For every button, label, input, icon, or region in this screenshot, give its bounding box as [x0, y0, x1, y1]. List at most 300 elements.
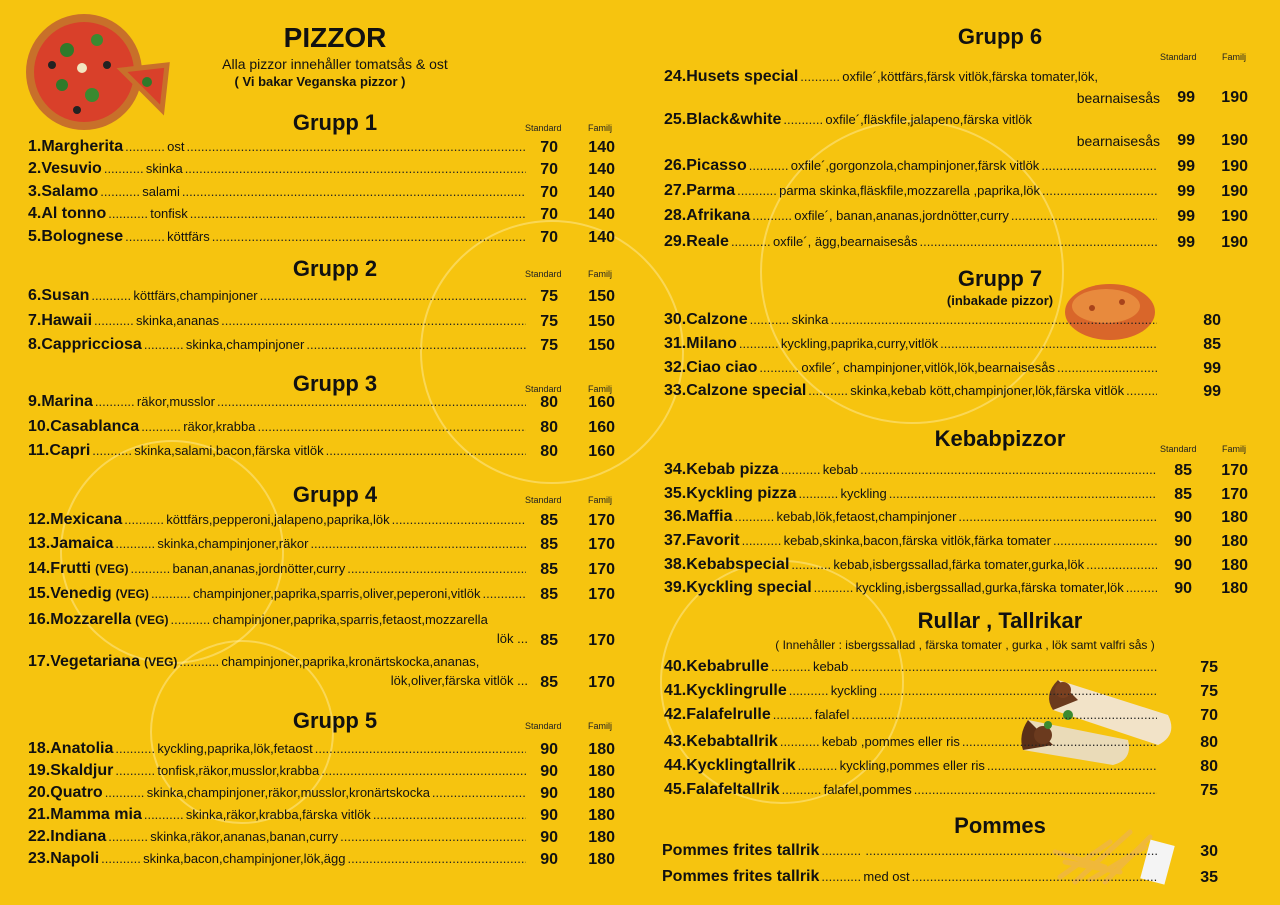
item-name: 29.Reale	[664, 233, 729, 250]
leader-dots	[217, 394, 526, 409]
leader-dots	[1042, 183, 1157, 198]
price: 99	[1203, 360, 1221, 377]
standard-price: 80	[540, 419, 558, 436]
family-price: 170	[588, 561, 615, 578]
item-ingredients: med ost	[863, 869, 910, 884]
family-price: 170	[588, 586, 615, 603]
standard-header: Standard	[1160, 52, 1197, 62]
leader-dots	[101, 851, 141, 866]
standard-price: 99	[1177, 89, 1195, 106]
item-ingredients: kebab,skinka,bacon,färska vitlök,färka tomater	[783, 533, 1051, 548]
leader-dots	[958, 509, 1157, 524]
price: 75	[1200, 659, 1218, 676]
item-ingredients: skinka,champinjoner,räkor	[157, 536, 309, 551]
leader-dots	[808, 383, 848, 398]
group-heading: Pommes	[954, 813, 1046, 838]
leader-dots	[800, 69, 840, 84]
leader-dots	[780, 734, 820, 749]
leader-dots	[92, 443, 132, 458]
leader-dots	[851, 707, 1157, 722]
leader-dots	[125, 139, 165, 154]
group-heading: Grupp 5	[292, 708, 378, 733]
item-name: 3.Salamo	[28, 183, 99, 200]
item-ingredients: tonfisk,räkor,musslor,krabba	[157, 763, 320, 778]
standard-price: 85	[1174, 486, 1192, 503]
standard-price: 85	[540, 586, 558, 603]
item-ingredients: kebab,lök,fetaost,champinjoner	[776, 509, 957, 524]
menu-item	[28, 183, 528, 205]
standard-price: 99	[1177, 132, 1195, 149]
item-ingredients: ost	[167, 139, 185, 154]
leader-dots	[771, 659, 811, 674]
price: 75	[1200, 782, 1218, 799]
price: 75	[1200, 683, 1218, 700]
leader-dots	[130, 561, 170, 576]
leader-dots	[749, 158, 789, 173]
item-name: 4.Al tonno	[28, 205, 107, 222]
item-name: 7.Hawaii	[28, 312, 93, 329]
leader-dots	[914, 782, 1157, 797]
item-ingredients: oxfile´,fläskfile,jalapeno,färska vitlök	[825, 112, 1033, 127]
item-name: 36.Maffia	[664, 508, 733, 525]
menu-item	[662, 842, 1159, 864]
menu-item	[664, 757, 1159, 779]
family-price: 150	[588, 288, 615, 305]
item-name: 11.Capri	[28, 442, 91, 459]
vegan-tag: (VEG)	[135, 613, 169, 627]
item-name: 38.Kebabspecial	[664, 556, 790, 573]
leader-dots	[830, 312, 1157, 327]
item-ingredients: oxfile´, banan,ananas,jordnötter,curry	[794, 208, 1009, 223]
group-heading: Grupp 6	[957, 24, 1043, 49]
item-name: 21.Mamma mia	[28, 806, 142, 823]
leader-dots	[306, 337, 526, 352]
item-ingredients: kyckling,paprika,lök,fetaost	[157, 741, 313, 756]
leader-dots	[783, 112, 823, 127]
item-ingredients: skinka,champinjoner,räkor,musslor,kronärtskocka	[146, 785, 430, 800]
standard-price: 80	[540, 394, 558, 411]
leader-dots	[326, 443, 526, 458]
menu-item	[664, 781, 1159, 803]
leader-dots	[108, 829, 148, 844]
standard-price: 99	[1177, 158, 1195, 175]
item-name: 37.Favorit	[664, 532, 740, 549]
standard-price: 85	[540, 536, 558, 553]
item-ingredients: parma skinka,fläskfile,mozzarella ,paprika,lök	[779, 183, 1040, 198]
leader-dots	[91, 288, 131, 303]
item-ingredients: skinka,champinjoner	[185, 337, 305, 352]
standard-price: 90	[540, 741, 558, 758]
item-name: 31.Milano	[664, 335, 737, 352]
family-price: 190	[1221, 208, 1248, 225]
item-ingredients: falafel,pommes	[823, 782, 912, 797]
item-name: 17.Vegetariana	[28, 653, 141, 670]
leader-dots	[1086, 557, 1157, 572]
family-price: 170	[588, 632, 615, 649]
family-price: 180	[1221, 557, 1248, 574]
group-heading: Grupp 3	[292, 371, 378, 396]
leader-dots	[151, 586, 191, 601]
standard-price: 90	[540, 763, 558, 780]
family-header: Familj	[588, 495, 612, 505]
item-ingredients: oxfile´, champinjoner,vitlök,lök,bearnaisesås	[801, 360, 1056, 375]
leader-dots	[100, 184, 140, 199]
standard-price: 70	[540, 184, 558, 201]
item-name: 30.Calzone	[664, 311, 748, 328]
family-price: 180	[1221, 509, 1248, 526]
leader-dots	[483, 586, 526, 601]
item-name: 44.Kycklingtallrik	[664, 757, 796, 774]
menu-item	[28, 442, 528, 464]
leader-dots	[432, 785, 526, 800]
menu-item	[664, 706, 1159, 728]
leader-dots	[799, 486, 839, 501]
standard-header: Standard	[525, 721, 562, 731]
item-ingredients: kyckling,pommes eller ris	[839, 758, 985, 773]
item-ingredients: oxfile´,köttfärs,färsk vitlök,färska tomater,lök,	[842, 69, 1099, 84]
menu-item	[664, 359, 1159, 381]
leader-dots	[940, 336, 1157, 351]
price: 80	[1200, 758, 1218, 775]
leader-dots	[759, 360, 799, 375]
item-name: 10.Casablanca	[28, 418, 140, 435]
price: 35	[1200, 869, 1218, 886]
item-ingredients: skinka,kebab kött,champinjoner,lök,färska vitlök	[850, 383, 1125, 398]
menu-item	[28, 535, 528, 557]
leader-dots	[221, 313, 526, 328]
menu-item	[28, 850, 528, 872]
menu-item	[28, 611, 528, 633]
leader-dots	[860, 462, 1157, 477]
leader-dots	[814, 580, 854, 595]
leader-dots	[171, 612, 211, 627]
item-ingredients: kyckling,isbergssallad,gurka,färska tomater,lök	[855, 580, 1124, 595]
group-subheading: (inbakade pizzor)	[946, 293, 1054, 308]
item-ingredients: skinka	[791, 312, 829, 327]
item-name: Pommes frites tallrik	[662, 868, 820, 885]
family-price: 150	[588, 313, 615, 330]
item-name: 22.Indiana	[28, 828, 107, 845]
family-price: 180	[588, 763, 615, 780]
leader-dots	[105, 785, 145, 800]
item-ingredients: räkor,krabba	[183, 419, 256, 434]
ingredients-continued: lök ...	[496, 631, 528, 646]
item-name: 34.Kebab pizza	[664, 461, 779, 478]
menu-item	[28, 205, 528, 227]
menu-item	[28, 740, 528, 762]
ingredients-continued: lök,oliver,färska vitlök ...	[390, 673, 528, 688]
menu-item	[664, 658, 1159, 680]
item-ingredients: banan,ananas,jordnötter,curry	[172, 561, 346, 576]
menu-item	[664, 207, 1159, 229]
menu-item	[28, 828, 528, 850]
leader-dots	[865, 843, 1157, 858]
item-name: 43.Kebabtallrik	[664, 733, 778, 750]
standard-header: Standard	[525, 384, 562, 394]
family-header: Familj	[588, 721, 612, 731]
leader-dots	[141, 419, 181, 434]
group-heading: Grupp 7	[957, 266, 1043, 291]
item-name: 18.Anatolia	[28, 740, 114, 757]
family-price: 170	[588, 512, 615, 529]
standard-price: 90	[540, 807, 558, 824]
leader-dots	[373, 807, 526, 822]
standard-price: 70	[540, 229, 558, 246]
item-name: 42.Falafelrulle	[664, 706, 771, 723]
menu-item	[664, 382, 1159, 404]
standard-price: 75	[540, 313, 558, 330]
menu-item	[664, 111, 1159, 133]
item-ingredients: falafel	[814, 707, 850, 722]
leader-dots	[798, 758, 838, 773]
leader-dots	[879, 683, 1157, 698]
leader-dots	[789, 683, 829, 698]
leader-dots	[315, 741, 526, 756]
standard-price: 85	[540, 632, 558, 649]
leader-dots	[190, 206, 526, 221]
item-ingredients: köttfärs,pepperoni,jalapeno,paprika,lök	[166, 512, 390, 527]
standard-price: 99	[1177, 234, 1195, 251]
item-ingredients: kebab	[812, 659, 849, 674]
leader-dots	[115, 741, 155, 756]
subtitle-vegan: ( Vi bakar Veganska pizzor )	[234, 74, 406, 89]
group-heading: Grupp 2	[292, 256, 378, 281]
price: 80	[1203, 312, 1221, 329]
item-name: 41.Kycklingrulle	[664, 682, 787, 699]
menu-item	[28, 585, 528, 607]
family-price: 180	[1221, 533, 1248, 550]
leader-dots	[791, 557, 831, 572]
family-price: 180	[588, 851, 615, 868]
leader-dots	[125, 229, 165, 244]
family-header: Familj	[588, 269, 612, 279]
item-ingredients: kyckling,paprika,curry,vitlök	[780, 336, 939, 351]
item-name: 2.Vesuvio	[28, 160, 102, 177]
price: 99	[1203, 383, 1221, 400]
standard-price: 85	[540, 512, 558, 529]
item-ingredients: oxfile´, ägg,bearnaisesås	[772, 234, 918, 249]
standard-price: 90	[1174, 509, 1192, 526]
item-name: Pommes frites tallrik	[662, 842, 820, 859]
family-price: 160	[588, 419, 615, 436]
item-ingredients: salami	[142, 184, 180, 199]
menu-item	[664, 733, 1159, 755]
family-price: 140	[588, 206, 615, 223]
menu-item	[28, 806, 528, 828]
menu-item	[664, 157, 1159, 179]
item-ingredients: köttfärs	[167, 229, 210, 244]
item-ingredients: skinka,salami,bacon,färska vitlök	[134, 443, 324, 458]
family-header: Familj	[588, 384, 612, 394]
menu-item	[662, 868, 1159, 890]
item-ingredients: kyckling	[840, 486, 887, 501]
item-name: 45.Falafeltallrik	[664, 781, 780, 798]
standard-price: 99	[1177, 208, 1195, 225]
price: 70	[1200, 707, 1218, 724]
item-name: 19.Skaldjur	[28, 762, 114, 779]
group-heading: Grupp 1	[292, 110, 378, 135]
leader-dots	[731, 234, 771, 249]
family-price: 180	[588, 741, 615, 758]
family-price: 150	[588, 337, 615, 354]
item-ingredients: skinka,räkor,krabba,färska vitlök	[185, 807, 371, 822]
subtitle: Alla pizzor innehåller tomatsås & ost	[222, 56, 448, 72]
standard-price: 90	[540, 829, 558, 846]
family-header: Familj	[1222, 444, 1246, 454]
leader-dots	[1126, 580, 1157, 595]
item-ingredients: skinka,räkor,ananas,banan,curry	[150, 829, 339, 844]
item-name: 5.Bolognese	[28, 228, 124, 245]
item-name: 13.Jamaica	[28, 535, 114, 552]
family-price: 160	[588, 394, 615, 411]
item-name: 33.Calzone special	[664, 382, 807, 399]
menu-item	[28, 653, 528, 675]
leader-dots	[821, 843, 861, 858]
item-ingredients: skinka	[145, 161, 183, 176]
family-price: 170	[588, 536, 615, 553]
price: 85	[1203, 336, 1221, 353]
family-price: 190	[1221, 234, 1248, 251]
menu-item	[28, 418, 528, 440]
item-name: 16.Mozzarella	[28, 611, 132, 628]
standard-price: 70	[540, 139, 558, 156]
leader-dots	[962, 734, 1157, 749]
menu-item	[28, 784, 528, 806]
menu-item	[28, 312, 528, 334]
item-name: 40.Kebabrulle	[664, 658, 769, 675]
leader-dots	[347, 561, 526, 576]
item-name: 23.Napoli	[28, 850, 100, 867]
family-price: 190	[1221, 158, 1248, 175]
leader-dots	[186, 139, 526, 154]
leader-dots	[104, 161, 144, 176]
item-name: 12.Mexicana	[28, 511, 123, 528]
leader-dots	[919, 234, 1157, 249]
vegan-tag: (VEG)	[115, 587, 149, 601]
family-price: 180	[588, 829, 615, 846]
leader-dots	[1041, 158, 1157, 173]
item-name: 28.Afrikana	[664, 207, 751, 224]
item-name: 15.Venedig	[28, 585, 112, 602]
menu-item	[28, 160, 528, 182]
leader-dots	[310, 536, 526, 551]
item-ingredients: kebab ,pommes eller ris	[821, 734, 960, 749]
family-price: 140	[588, 184, 615, 201]
leader-dots	[115, 536, 155, 551]
item-name: 24.Husets special	[664, 68, 799, 85]
leader-dots	[889, 486, 1157, 501]
standard-price: 80	[540, 443, 558, 460]
standard-price: 85	[540, 561, 558, 578]
leader-dots	[1126, 383, 1157, 398]
item-name: 32.Ciao ciao	[664, 359, 758, 376]
family-price: 190	[1221, 183, 1248, 200]
family-price: 170	[1221, 462, 1248, 479]
leader-dots	[94, 313, 134, 328]
leader-dots	[773, 707, 813, 722]
standard-header: Standard	[1160, 444, 1197, 454]
item-name: 14.Frutti	[28, 560, 92, 577]
menu-item	[28, 287, 528, 309]
family-price: 160	[588, 443, 615, 460]
leader-dots	[782, 782, 822, 797]
standard-price: 90	[1174, 557, 1192, 574]
standard-header: Standard	[525, 495, 562, 505]
menu-item	[664, 233, 1159, 255]
item-name: 25.Black&white	[664, 111, 782, 128]
menu-item	[664, 532, 1159, 554]
leader-dots	[850, 659, 1157, 674]
group-heading: Kebabpizzor	[934, 426, 1066, 451]
item-name: 8.Cappricciosa	[28, 336, 142, 353]
vegan-tag: (VEG)	[95, 562, 129, 576]
item-ingredients: champinjoner,paprika,sparris,oliver,peperoni,vitlök	[192, 586, 481, 601]
menu-item	[664, 485, 1159, 507]
vegan-tag: (VEG)	[144, 655, 178, 669]
leader-dots	[821, 869, 861, 884]
menu-item	[664, 182, 1159, 204]
family-price: 140	[588, 229, 615, 246]
family-price: 190	[1221, 132, 1248, 149]
standard-price: 85	[1174, 462, 1192, 479]
leader-dots	[124, 512, 164, 527]
standard-price: 75	[540, 337, 558, 354]
menu-item	[28, 336, 528, 358]
item-name: 26.Picasso	[664, 157, 747, 174]
leader-dots	[212, 229, 526, 244]
item-ingredients: kebab,isbergssallad,färka tomater,gurka,lök	[833, 557, 1085, 572]
standard-price: 90	[1174, 533, 1192, 550]
leader-dots	[912, 869, 1157, 884]
page-title: PIZZOR	[283, 22, 387, 53]
leader-dots	[781, 462, 821, 477]
standard-price: 75	[540, 288, 558, 305]
standard-price: 90	[540, 785, 558, 802]
menu-item	[664, 682, 1159, 704]
menu-item	[664, 508, 1159, 530]
family-header: Familj	[1222, 52, 1246, 62]
leader-dots	[392, 512, 526, 527]
leader-dots	[987, 758, 1157, 773]
leader-dots	[95, 394, 135, 409]
family-price: 180	[588, 785, 615, 802]
menu-item	[28, 560, 528, 582]
family-price: 190	[1221, 89, 1248, 106]
item-ingredients: skinka,bacon,champinjoner,lök,ägg	[143, 851, 346, 866]
leader-dots	[179, 654, 219, 669]
leader-dots	[750, 312, 790, 327]
family-price: 170	[1221, 486, 1248, 503]
ingredients-continued: bearnaisesås	[1076, 133, 1160, 149]
leader-dots	[734, 509, 774, 524]
leader-dots	[742, 533, 782, 548]
item-ingredients: räkor,musslor	[136, 394, 215, 409]
standard-price: 90	[540, 851, 558, 868]
leader-dots	[340, 829, 526, 844]
standard-price: 99	[1177, 183, 1195, 200]
leader-dots	[321, 763, 526, 778]
leader-dots	[144, 807, 184, 822]
price: 80	[1200, 734, 1218, 751]
price: 30	[1200, 843, 1218, 860]
group-heading: Grupp 4	[292, 482, 378, 507]
menu-item	[664, 556, 1159, 578]
item-name: 27.Parma	[664, 182, 736, 199]
pizza-image	[22, 10, 172, 135]
group-subheading: ( Innehåller : isbergssallad , färska tomater , gurka , lök samt valfri sås )	[775, 638, 1155, 652]
leader-dots	[144, 337, 184, 352]
family-price: 180	[588, 807, 615, 824]
